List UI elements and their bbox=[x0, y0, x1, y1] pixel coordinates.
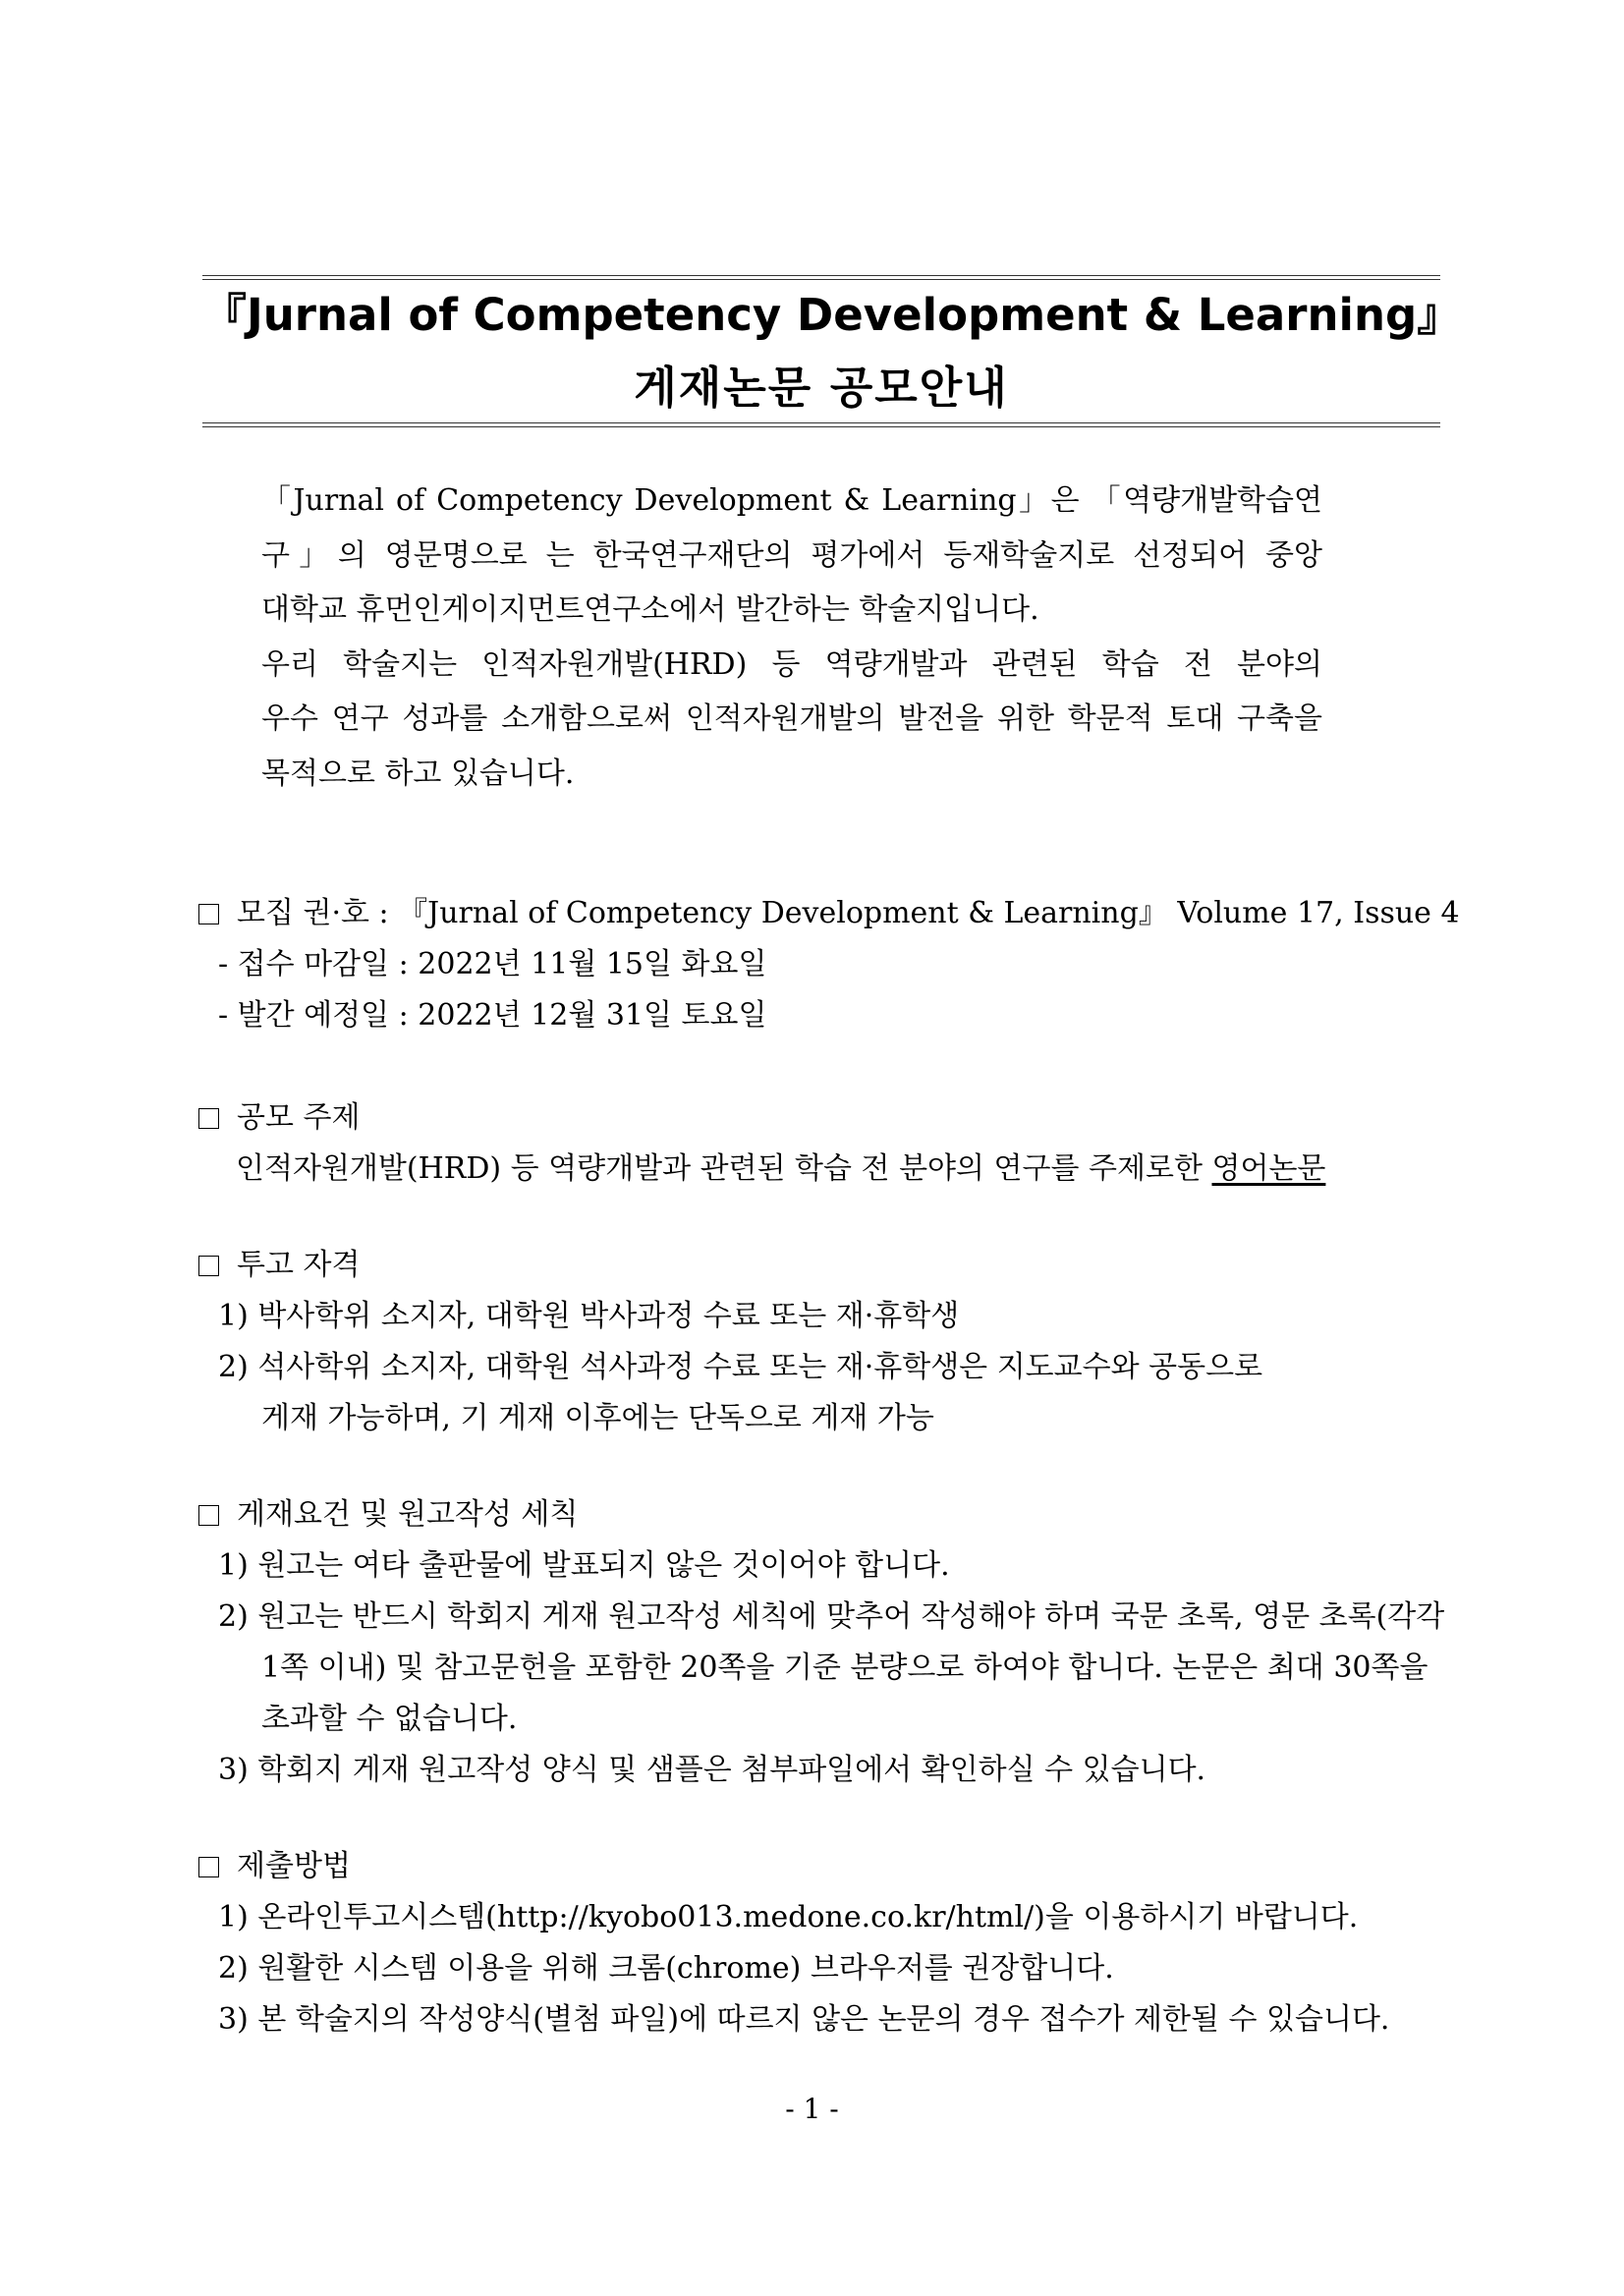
requirements-item: 3) 학회지 게재 원고작성 양식 및 샘플은 첨부파일에서 확인하실 수 있습니다. bbox=[218, 1753, 1206, 1787]
checkbox-square-icon bbox=[198, 1857, 219, 1877]
title-bottom-rule bbox=[202, 422, 1440, 423]
intro-line: 구」의 영문명으로 는 한국연구재단의 평가에서 등재학술지로 선정되어 중앙 bbox=[261, 537, 1322, 573]
intro-line: 목적으로 하고 있습니다. bbox=[261, 756, 575, 791]
requirements-item-continued: 초과할 수 없습니다. bbox=[261, 1702, 518, 1736]
title-top-rule-inner bbox=[202, 279, 1440, 280]
intro-line: 우리 학술지는 인적자원개발(HRD) 등 역량개발과 관련된 학습 전 분야의 bbox=[261, 646, 1322, 682]
requirements-item: 2) 원고는 반드시 학회지 게재 원고작성 세칙에 맞추어 작성해야 하며 국문 초록, 영문 초록(각각 bbox=[218, 1599, 1445, 1634]
section-requirements-heading: 게재요건 및 원고작성 세칙 bbox=[198, 1489, 578, 1540]
page-number: - 1 - bbox=[785, 2093, 839, 2125]
submission-item-url[interactable]: 1) 온라인투고시스템(http://kyobo013.medone.co.kr/html/)을 이용하시기 바랍니다. bbox=[218, 1900, 1359, 1934]
intro-line: 우수 연구 성과를 소개함으로써 인적자원개발의 발전을 위한 학문적 토대 구축을 bbox=[261, 701, 1322, 737]
topic-body: 인적자원개발(HRD) 등 역량개발과 관련된 학습 전 분야의 연구를 주제로한 영어논문 bbox=[236, 1151, 1326, 1186]
requirements-item-continued: 1쪽 이내) 및 참고문헌을 포함한 20쪽을 기준 분량으로 하여야 합니다. 논문은 최대 30쪽을 bbox=[261, 1651, 1428, 1685]
checkbox-square-icon bbox=[198, 1256, 219, 1276]
document-subtitle: 게재논문 공모안내 bbox=[634, 362, 1009, 414]
submission-item: 3) 본 학술지의 작성양식(별첨 파일)에 따르지 않은 논문의 경우 접수가 제한될 수 있습니다. bbox=[218, 2002, 1390, 2037]
title-top-rule bbox=[202, 275, 1440, 276]
recruit-deadline: - 접수 마감일 : 2022년 11월 15일 화요일 bbox=[218, 947, 767, 981]
section-submission-heading: 제출방법 bbox=[198, 1841, 351, 1892]
requirements-item: 1) 원고는 여타 출판물에 발표되지 않은 것이어야 합니다. bbox=[218, 1548, 950, 1583]
eligibility-item: 1) 박사학위 소지자, 대학원 박사과정 수료 또는 재·휴학생 bbox=[218, 1299, 960, 1333]
title-bottom-rule-inner bbox=[202, 426, 1440, 427]
intro-line: 「Jurnal of Competency Development & Learning」은 「역량개발학습연 bbox=[261, 483, 1322, 518]
submission-item: 2) 원활한 시스템 이용을 위해 크롬(chrome) 브라우저를 권장합니다. bbox=[218, 1951, 1114, 1986]
recruit-publication-date: - 발간 예정일 : 2022년 12월 31일 토요일 bbox=[218, 998, 767, 1033]
checkbox-square-icon bbox=[198, 1505, 219, 1526]
intro-paragraph bbox=[261, 474, 1322, 802]
document-title: 『Jurnal of Competency Development & Learning』 bbox=[202, 289, 1462, 341]
intro-line: 대학교 휴먼인게이지먼트연구소에서 발간하는 학술지입니다. bbox=[261, 592, 1039, 628]
section-recruit-heading: 모집 권·호 : 『Jurnal of Competency Development & Learning』 Volume 17, Issue 4 bbox=[198, 888, 1460, 939]
underlined-english-paper: 영어논문 bbox=[1211, 1151, 1326, 1186]
eligibility-item: 2) 석사학위 소지자, 대학원 석사과정 수료 또는 재·휴학생은 지도교수와 공동으로 bbox=[218, 1350, 1263, 1384]
eligibility-item-continued: 게재 가능하며, 기 게재 이후에는 단독으로 게재 가능 bbox=[261, 1401, 934, 1435]
checkbox-square-icon bbox=[198, 904, 219, 924]
section-eligibility-heading: 투고 자격 bbox=[198, 1240, 360, 1291]
section-topic-heading: 공모 주제 bbox=[198, 1092, 360, 1144]
checkbox-square-icon bbox=[198, 1108, 219, 1129]
